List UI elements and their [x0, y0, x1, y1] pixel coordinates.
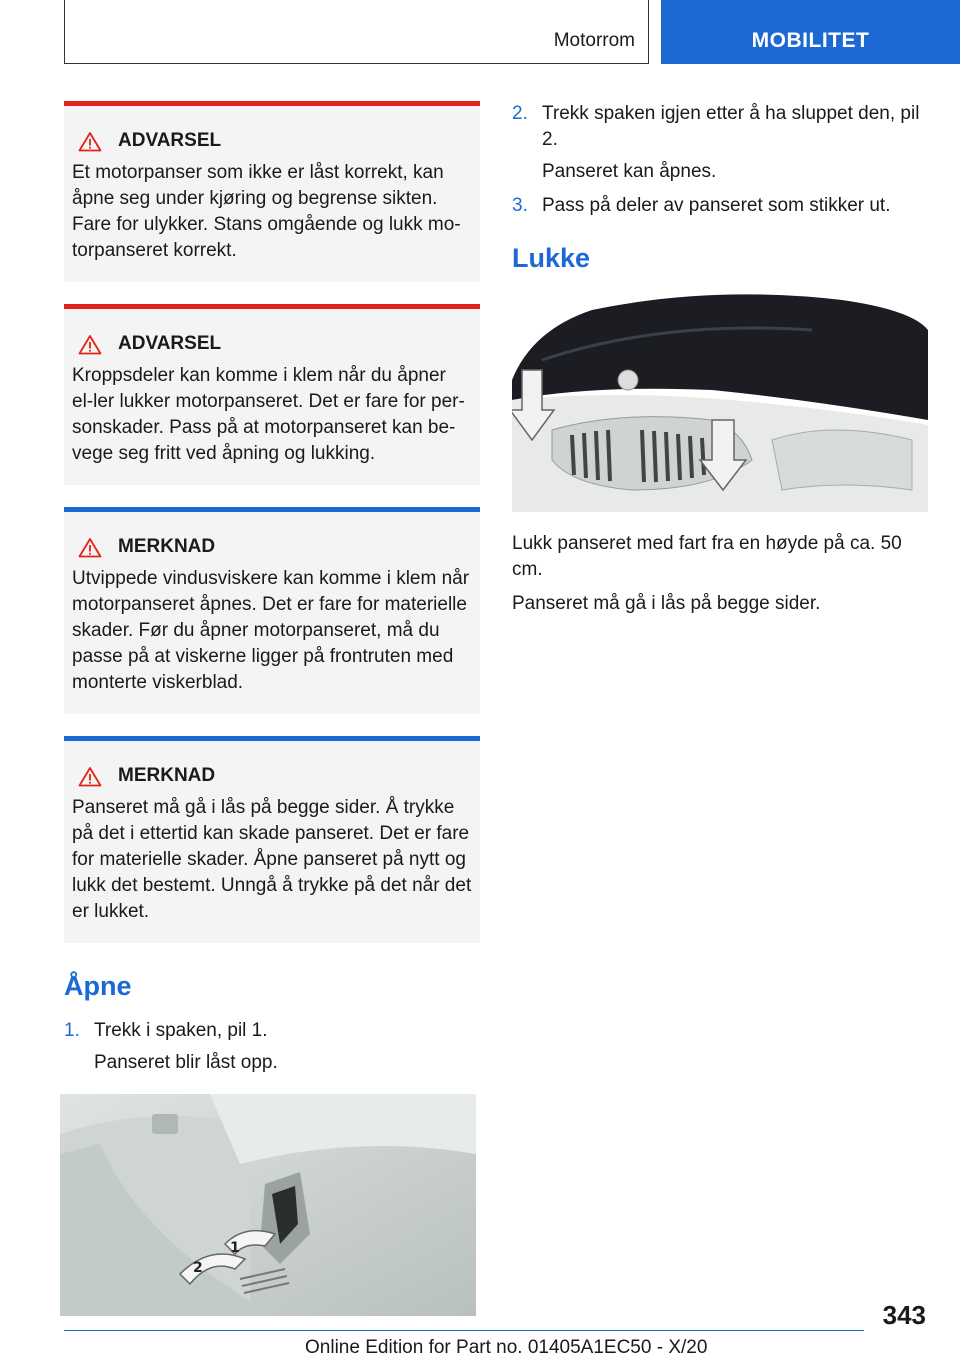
notice-text: Kroppsdeler kan komme i klem når du åpner el-ler lukker motorpanseret. Det er fare for per-sonskader. Pass på at motorpanseret kan be-vege seg fritt ved åpning og lukking.	[72, 365, 465, 464]
step-number: 1.	[64, 1020, 80, 1041]
page-number: 343	[882, 1300, 926, 1330]
notice-header	[78, 765, 472, 787]
chapter-tab[interactable]: MOBILITET	[661, 0, 960, 64]
svg-text:2: 2	[193, 1260, 203, 1276]
step-item	[64, 1018, 480, 1044]
step-text: Trekk i spaken, pil 1.	[94, 1020, 268, 1041]
hood-closing-illustration	[512, 290, 928, 517]
step-number: 3.	[512, 195, 528, 216]
warning-triangle-icon	[78, 131, 102, 152]
notice-header	[78, 333, 472, 355]
notice-header	[78, 130, 472, 152]
notice-text: Panseret må gå i lås på begge sider. Å trykke på det i ettertid kan skade panseret. Det er fare for materielle skader. Åpne panseret på nytt og lukk det bestemt. Unngå å trykke på det når det er lukket.	[72, 797, 472, 922]
left-column	[64, 101, 480, 1321]
notice-text: Et motorpanser som ikke er låst korrekt, kan åpne seg under kjøring og begrense sikten. Fare for ulykker. Stans omgående og lukk mo-torpanseret korrekt.	[72, 162, 461, 261]
section-heading-close: Lukke	[512, 243, 591, 273]
notice-title: ADVARSEL	[118, 333, 222, 354]
warning-triangle-icon	[78, 334, 102, 355]
section-heading-open: Åpne	[64, 971, 132, 1001]
step-item	[512, 101, 928, 153]
step-number: 2.	[512, 103, 528, 124]
paragraph: Lukk panseret med fart fra en høyde på ca. 50 cm.	[512, 533, 902, 580]
notice-title: ADVARSEL	[118, 130, 222, 151]
step-text: Pass på deler av panseret som stikker ut.	[542, 195, 891, 216]
step-result: Panseret kan åpnes.	[542, 161, 717, 182]
notice-text: Utvippede vindusviskere kan komme i klem når motorpanseret åpnes. Det er fare for materielle skader. Før du åpner motorpanseret, må du passe på at viskerne ligger på frontruten med monterte viskerblad.	[72, 568, 470, 693]
footer-edition: Online Edition for Part no. 01405A1EC50 - X/20	[305, 1337, 708, 1358]
section-title: Motorrom	[553, 30, 635, 51]
hood-release-lever-illustration	[60, 1094, 480, 1321]
notice-header	[78, 536, 472, 558]
warning-box	[64, 101, 480, 282]
footer-divider	[64, 1330, 864, 1331]
warning-triangle-icon	[78, 537, 102, 558]
warning-box	[64, 304, 480, 485]
notice-title: MERKNAD	[118, 765, 216, 786]
notice-box	[64, 507, 480, 714]
step-result: Panseret blir låst opp.	[94, 1052, 278, 1073]
right-column	[512, 101, 928, 625]
notice-box	[64, 736, 480, 943]
warning-triangle-icon	[78, 766, 102, 787]
notice-title: MERKNAD	[118, 536, 216, 557]
paragraph: Panseret må gå i lås på begge sider.	[512, 593, 821, 614]
step-text: Trekk spaken igjen etter å ha sluppet den, pil 2.	[542, 103, 920, 150]
step-item	[512, 193, 928, 219]
svg-text:1: 1	[230, 1240, 240, 1256]
